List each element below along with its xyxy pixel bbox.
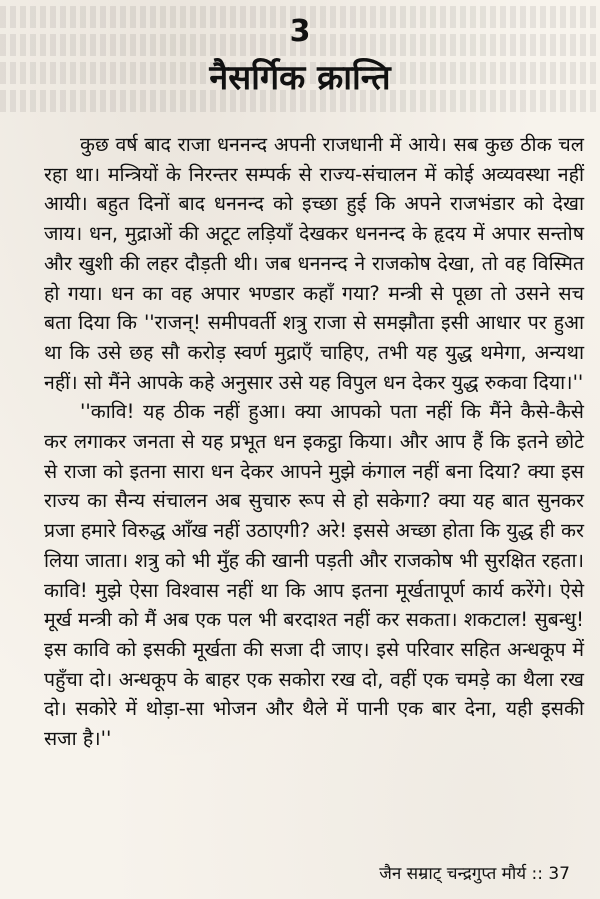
chapter-number: 3 — [289, 14, 311, 49]
paragraph-1: कुछ वर्ष बाद राजा धननन्द अपनी राजधानी में आये। सब कुछ ठीक चल रहा था। मन्त्रियों के निरन्तर सम्पर्क से राज्य-संचालन में कोई अव्यवस्था नहीं आयी। बहुत दिनों बाद धननन्द को इच्छा हुई कि अपने राजभंडार को देखा जाय। धन, मुद्राओं की अटूट लड़ियाँ देखकर धननन्द के हृदय में अपार सन्तोष और खुशी की लहर दौड़ती थी। जब धननन्द ने राजकोष देखा, तो वह विस्मित हो गया। धन का वह अपार भण्डार कहाँ गया? मन्त्री से पूछा तो उसने सच बता दिया कि ''राजन्! समीपवर्ती शत्रु राजा से समझौता इसी आधार पर हुआ था कि उसे छह सौ करोड़ स्वर्ण मुद्राएँ चाहिए, तभी यह युद्ध थमेगा, अन्यथा नहीं। सो मैंने आपके कहे अनुसार उसे यह विपुल धन देकर युद्ध रुकवा दिया।'' — [44, 133, 584, 394]
page-footer: जैन सम्राट् चन्द्रगुप्त मौर्य :: 37 — [379, 864, 570, 884]
paragraph-2: ''कावि! यह ठीक नहीं हुआ। क्या आपको पता नहीं कि मैंने कैसे-कैसे कर लगाकर जनता से यह प्रभूत धन इकट्ठा किया। और आप हैं कि इतने छोटे से राजा को इतना सारा धन देकर आपने मुझे कंगाल नहीं बना दिया? क्या इस राज्य का सैन्य संचालन अब सुचारु रूप से हो सकेगा? क्या यह बात सुनकर प्रजा हमारे विरुद्ध आँख नहीं उठाएगी? अरे! इससे अच्छा होता कि युद्ध ही कर लिया जाता। शत्रु को भी मुँह की खानी पड़ती और राजकोष भी सुरक्षित रहता। कावि! मुझे ऐसा विश्वास नहीं था कि आप इतना मूर्खतापूर्ण कार्य करेंगे। ऐसे मूर्ख मन्त्री को मैं अब एक पल भी बरदाश्त नहीं कर सकता। शकटाल! सुबन्धु! इस कावि को इसकी मूर्खता की सजा दी जाए। इसे परिवार सहित अन्धकूप में पहुँचा दो। अन्धकूप के बाहर एक सकोरा रख दो, वहीं एक चमड़े का थैला रख दो। सकोरे में थोड़ा-सा भोजन और थैले में पानी एक बार देना, यही इसकी सजा है।'' — [44, 400, 584, 751]
chapter-body — [44, 130, 584, 754]
chapter-title: नैसर्गिक क्रान्ति — [209, 58, 391, 98]
